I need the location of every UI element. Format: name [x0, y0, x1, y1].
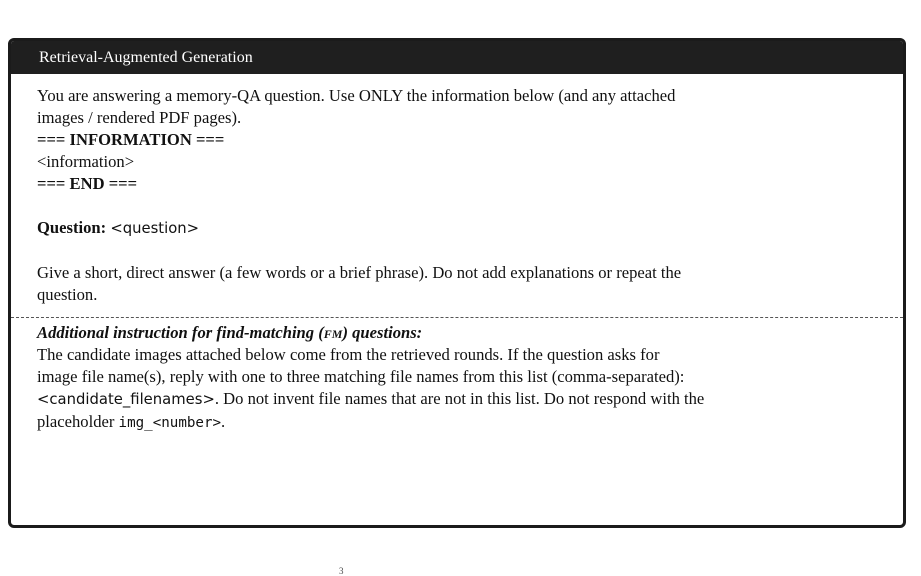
intro-line-2: images / rendered PDF pages).: [37, 108, 242, 127]
fm-heading-abbrev: fm: [323, 323, 343, 342]
fm-heading-pre: Additional instruction for find-matching (: [37, 323, 324, 342]
img-number-placeholder: img_<number>: [118, 415, 222, 431]
information-placeholder: <information>: [37, 152, 135, 171]
fm-line-3: [37, 388, 881, 411]
fm-line-2: image file name(s), reply with one to three matching file names from this list (comma-separated):: [37, 367, 685, 386]
page-number: 3: [339, 566, 344, 576]
information-open-marker: === INFORMATION ===: [37, 130, 225, 149]
fm-line-4-pre: placeholder: [37, 412, 119, 431]
dashed-divider: [11, 317, 903, 318]
question-line: [37, 217, 881, 240]
fm-heading-post: ) questions:: [342, 323, 423, 342]
information-close-marker: === END ===: [37, 174, 138, 193]
prompt-box-title: Retrieval-Augmented Generation: [11, 41, 903, 74]
fm-heading: [37, 322, 881, 344]
answer-instruction-line-1: Give a short, direct answer (a few words or a brief phrase). Do not add explanations or repeat the: [37, 263, 682, 282]
prompt-main-section: [11, 74, 903, 306]
prompt-box: [8, 38, 906, 528]
candidate-filenames-placeholder: <candidate_filenames>: [37, 391, 215, 408]
find-matching-section: [11, 322, 903, 434]
fm-line-3-rest: . Do not invent file names that are not in this list. Do not respond with the: [214, 389, 705, 408]
fm-line-1: The candidate images attached below come from the retrieved rounds. If the question asks for: [37, 345, 660, 364]
question-label: Question:: [37, 218, 107, 237]
fm-line-4: [37, 411, 881, 434]
answer-instruction-line-2: question.: [37, 285, 98, 304]
intro-line-1: You are answering a memory-QA question. Use ONLY the information below (and any attached: [37, 86, 676, 105]
fm-line-4-post: .: [221, 412, 226, 431]
cropped-previous-text: [0, 0, 921, 8]
question-placeholder: <question>: [110, 220, 200, 237]
